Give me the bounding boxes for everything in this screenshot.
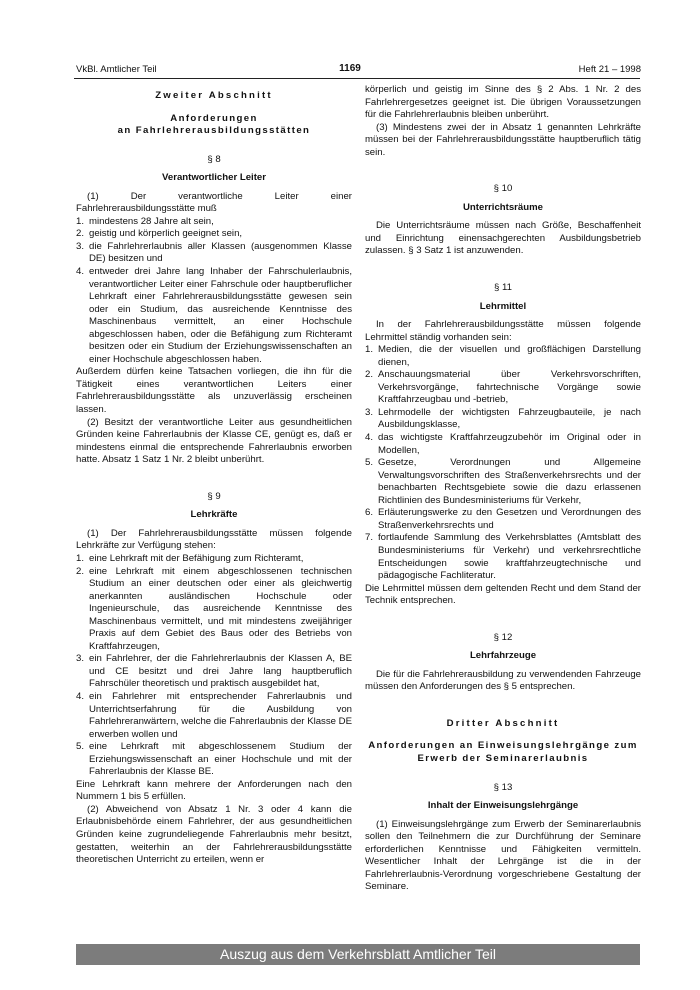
page-number: 1169 bbox=[339, 63, 361, 74]
list-item: 2. eine Lehrkraft mit einem abgeschlossenen technischen Studium an einer deutschen oder einer als gleichwertig anerkannten ausländischen Hochschule oder Ingenieurschule, das ausreichende Kenntnisse des Maschinenbaus vermittelt, und mit mindestens zweijähriger Praxis auf dem Gebiet des Baus oder des Betriebs von Kraftfahrzeugen, bbox=[76, 565, 352, 652]
paragraph: Die Unterrichtsräume müssen nach Größe, Beschaffenheit und Einrichtung einensachgerechten Ausbildungsbetrieb zulassen. § 3 Satz 1 ist anzuwenden. bbox=[365, 220, 641, 257]
list-item: 1. mindestens 28 Jahre alt sein, bbox=[76, 215, 214, 227]
list-item: 5. eine Lehrkraft mit abgeschlossenem Studium der Erziehungswissenschaft an einer Hochschule und mit der Fahrerlaubnis der Klasse BE. bbox=[76, 741, 352, 778]
numbered-list bbox=[76, 553, 352, 779]
list-item: 1. eine Lehrkraft mit der Befähigung zum Richteramt, bbox=[76, 552, 304, 564]
paragraph: (2) Abweichend von Absatz 1 Nr. 3 oder 4 kann die Erlaubnisbehörde einem Fahrlehrer, der aus gesundheitlichen Gründen keine zugrundeliegende Fahrerlaubnis mehr besitzt, gestatten, weiterhin an der Fahrlehrerausbildungsstätte theoretischen Unterricht zu erteilen, wenn er bbox=[76, 803, 352, 866]
list-item: 1. Medien, die der visuellen und großflächigen Darstellung dienen, bbox=[365, 344, 641, 368]
paragraph: Die Lehrmittel müssen dem geltenden Recht und dem Stand der Technik entsprechen. bbox=[365, 582, 641, 607]
paragraph: Die für die Fahrlehrerausbildung zu verwendenden Fahrzeuge müssen den Anforderungen des § 5 entsprechen. bbox=[365, 668, 641, 693]
paragraph: Eine Lehrkraft kann mehrere der Anforderungen nach den Nummern 1 bis 5 erfüllen. bbox=[76, 778, 352, 803]
list-item: 5. Gesetze, Verordnungen und Allgemeine Verwaltungsvorschriften des Straßenverkehrsrechts und der benachbarten Rechtsgebiete sowie die dazu erlassenen Richtlinien des Bundesministeriums für Verkehr, bbox=[365, 457, 641, 506]
section-number: § 8 bbox=[207, 153, 221, 165]
paragraph: (1) Der Fahrlehrerausbildungsstätte müssen folgende Lehrkräfte zur Verfügung stehen: bbox=[76, 527, 352, 552]
paragraph: (1) Der verantwortliche Leiter einer Fahrlehrerausbildungsstätte muß bbox=[76, 190, 352, 215]
paragraph: (2) Besitzt der verantwortliche Leiter aus gesundheitlichen Gründen keine Fahrerlaubnis der Klasse CE, genügt es, daß er mindestens einmal die entsprechende Fahrerlaubnis erworben hatte. Absatz 1 Satz 1 Nr. 2 bleibt unberührt. bbox=[76, 416, 352, 466]
part-subtitle: Anforderungen an Einweisungslehrgänge zum Erwerb der Seminarerlaubnis bbox=[368, 740, 638, 764]
paragraph: In der Fahrlehrerausbildungsstätte müssen folgende Lehrmittel ständig vorhanden sein: bbox=[365, 319, 641, 343]
section-title: Unterrichtsräume bbox=[463, 201, 543, 213]
section-title: Verantwortlicher Leiter bbox=[162, 172, 266, 184]
part-title: Zweiter Abschnitt bbox=[155, 90, 273, 101]
list-item: 4. entweder drei Jahre lang Inhaber der Fahrschulerlaubnis, verantwortlicher Leiter einer Fahrschule oder hauptberuflicher Lehrkraft einer Fahrlehrerausbildungsstätte gewesen sein oder ein Studium, das ausreichende Kenntnisse des Maschinenbaus vermittelt, an einer Hochschule abgeschlossen haben, oder die Befähigung zum Richteramt besitzen oder ein Studium der Erziehungswissenschaften an einer Hochschule abgeschlossen haben. bbox=[76, 266, 352, 365]
list-item: 2. geistig und körperlich geeignet sein, bbox=[76, 228, 243, 240]
numbered-list bbox=[365, 344, 641, 582]
section-title: Lehrmittel bbox=[479, 300, 527, 312]
section-number: § 11 bbox=[494, 282, 512, 294]
paragraph: Außerdem dürfen keine Tatsachen vorliegen, die ihn für die Tätigkeit eines verantwortlichen Leiters einer Fahrlehrerausbildungsstätte als unzuverlässig erscheinen lassen. bbox=[76, 366, 352, 416]
numbered-list bbox=[76, 216, 352, 367]
section-title: Lehrkräfte bbox=[190, 509, 238, 521]
list-item: 3. ein Fahrlehrer, der die Fahrlehrerlaubnis der Klassen A, BE und CE besitzt und drei Jahre lang hauptberuflich Fahrschüler theoretisch und praktisch ausgebildet hat, bbox=[76, 653, 352, 690]
section-number: § 13 bbox=[493, 781, 513, 793]
section-number: § 9 bbox=[207, 490, 221, 502]
paragraph: (1) Einweisungslehrgänge zum Erwerb der Seminarerlaubnis sollen den Teilnehmern die zur Durchführung der Seminare erforderlichen Kenntnisse und Fähigkeiten vermitteln. Wesentlicher Inhalt der Lehrgänge ist die in der Fahrlehrerlaubnis-Verordnung vorgeschriebene Gestaltung der Seminare. bbox=[365, 818, 641, 893]
list-item: 4. ein Fahrlehrer mit entsprechender Fahrerlaubnis und Unterrichtserfahrung für die Ausbildung von Fahrlehreranwärtern, welche die Fahrerlaubnis der Klasse DE erwerben wollen und bbox=[76, 690, 352, 740]
header-issue: Heft 21 – 1998 bbox=[578, 64, 641, 75]
section-number: § 12 bbox=[493, 631, 513, 643]
section-title: Lehrfahrzeuge bbox=[469, 650, 537, 662]
list-item: 3. die Fahrlehrerlaubnis aller Klassen (ausgenommen Klasse DE) besitzen und bbox=[76, 240, 352, 265]
header-rule bbox=[74, 78, 640, 79]
left-column bbox=[76, 84, 352, 867]
list-item: 6. Erläuterungswerke zu den Gesetzen und Verordnungen des Straßenverkehrsrechts und bbox=[365, 507, 641, 531]
part-subtitle-2: an Fahrlehrerausbildungsstätten bbox=[117, 125, 311, 137]
part-subtitle-1: Anforderungen bbox=[170, 112, 258, 124]
footer-banner: Auszug aus dem Verkehrsblatt Amtlicher Teil bbox=[76, 944, 640, 965]
list-item: 3. Lehrmodelle der wichtigsten Fahrzeugbauteile, je nach Ausbildungsklasse, bbox=[365, 406, 641, 431]
paragraph: körperlich und geistig im Sinne des § 2 Abs. 1 Nr. 2 des Fahrlehrergesetzes geeignet ist. Die übrigen Voraussetzungen für die Fahrlehrerlaubnis bleiben unberührt. bbox=[365, 84, 641, 121]
list-item: 7. fortlaufende Sammlung des Verkehrsblattes (Amtsblatt des Bundesministeriums für Verkehr) und verkehrsrechtliche Entscheidungen sowie kraftfahrzeugtechnische und pädagogische Fachliteratur. bbox=[365, 532, 641, 582]
section-number: § 10 bbox=[493, 183, 513, 195]
right-column bbox=[365, 84, 641, 894]
list-item: 4. das wichtigste Kraftfahrzeugzubehör im Original oder in Modellen, bbox=[365, 432, 641, 456]
list-item: 2. Anschauungsmaterial über Verkehrsvorschriften, Verkehrsvorgänge, fahrtechnische Vorgänge sowie Kraftfahrzeugbau und -betrieb, bbox=[365, 369, 641, 406]
part-title: Dritter Abschnitt bbox=[446, 717, 560, 729]
paragraph: (3) Mindestens zwei der in Absatz 1 genannten Lehrkräfte müssen bei der Fahrlehrerausbildungsstätte hauptberuflich tätig sein. bbox=[365, 121, 641, 158]
section-title: Inhalt der Einweisungslehrgänge bbox=[427, 800, 579, 812]
header-journal: VkBl. Amtlicher Teil bbox=[76, 64, 157, 75]
